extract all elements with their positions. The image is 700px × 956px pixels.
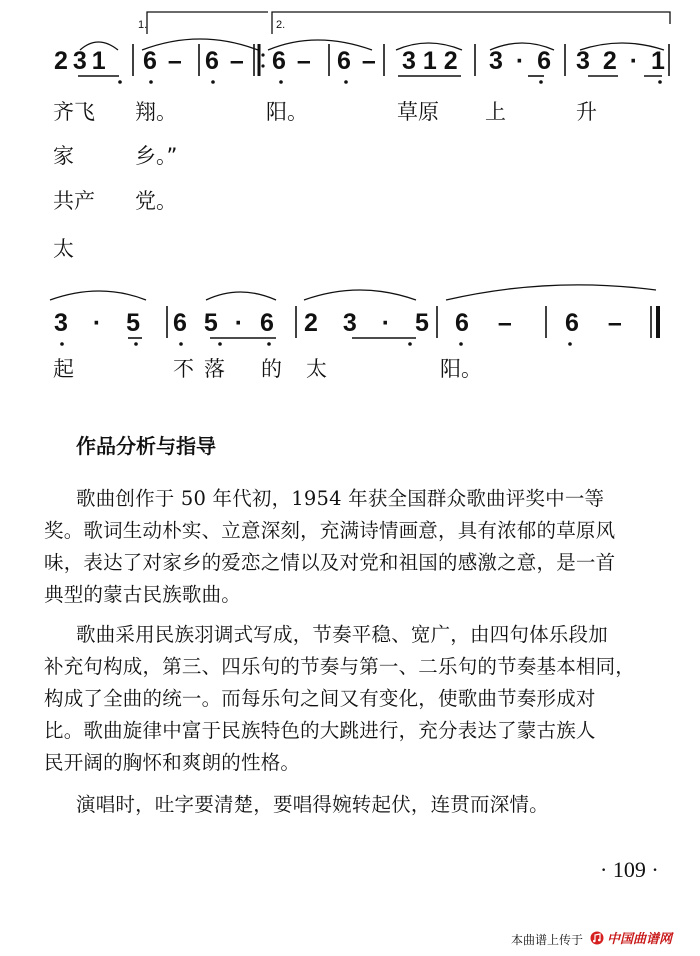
lyric-v4-a: 太 (53, 237, 74, 261)
lyric-v3-a: 共产 (53, 189, 95, 213)
lyric-l2-d: 太 (306, 357, 327, 381)
lyric-l2-e: 阳。 (440, 357, 482, 381)
slur (206, 292, 276, 300)
measure-6: 3 1 2 (402, 47, 458, 75)
music-note-icon (590, 931, 604, 945)
section-heading: 作品分析与指导 (76, 434, 216, 458)
measure-7: 3 · 6 (489, 47, 552, 75)
paragraph-2-line: 补充句构成，第三、四乐句的节奏与第一、二乐句的节奏基本相同， (44, 655, 636, 678)
slur (50, 291, 146, 300)
slur (446, 285, 656, 300)
measure-1: 2 3 1 (54, 47, 106, 75)
lyric-v3-b: 党。 (135, 189, 177, 213)
volta-bracket-1 (147, 12, 268, 34)
paragraph-1-line: 味，表达了对家乡的爱恋之情以及对党和祖国的感激之意，是一首 (44, 551, 616, 574)
lyric-v1-e: 上 (485, 100, 506, 124)
paragraph-1-line: 奖。歌词生动朴实、立意深刻，充满诗情画意，具有浓郁的草原风 (44, 519, 616, 542)
lyric-v1-b: 翔。 (135, 100, 177, 124)
paragraph-1-line: 歌曲创作于 50 年代初，1954 年获全国群众歌曲评奖中一等 (76, 487, 605, 510)
site-logo[interactable] (590, 928, 672, 947)
lyric-v1-d: 草原 (397, 100, 439, 124)
lyric-l2-c: 的 (261, 357, 282, 381)
paragraph-3 (44, 789, 684, 821)
paragraph-2 (44, 619, 684, 779)
lyric-l2-b: 不落 (173, 357, 235, 381)
volta-2-label: 2. (276, 19, 286, 31)
measure-8: 3 2 · 1 (576, 47, 665, 75)
measure-2: 6 – (143, 47, 182, 75)
measure-10: 6 5 · 6 (173, 309, 274, 337)
measure-3: 6 – (205, 47, 244, 75)
volta-bracket-2 (272, 12, 670, 34)
volta-1-label: 1. (138, 19, 148, 31)
paragraph-2-line: 比。歌曲旋律中富于民族特色的大跳进行，充分表达了蒙古族人 (44, 719, 596, 742)
lyric-v2-b: 乡。” (135, 144, 178, 168)
paragraph-2-line: 构成了全曲的统一。而每乐句之间又有变化，使歌曲节奏形成对 (44, 687, 596, 710)
slur (304, 290, 416, 300)
lyric-v1-f: 升 (576, 100, 597, 124)
measure-9: 3 · 5 (54, 309, 141, 337)
page-number: · 109 · (600, 857, 659, 882)
lyric-v1-a: 齐飞 (53, 100, 95, 124)
lyric-v2-a: 家 (53, 144, 74, 168)
site-name: 中国曲谱网 (607, 932, 673, 947)
paragraph-1 (44, 483, 684, 611)
paragraph-1-line: 典型的蒙古民族歌曲。 (44, 583, 242, 606)
measure-11: 2 3 · 5 (304, 309, 429, 337)
paragraph-2-line: 民开阔的胸怀和爽朗的性格。 (44, 751, 301, 774)
measure-5: 6 – (337, 47, 376, 75)
measure-4: 6 – (272, 47, 311, 75)
measure-12: 6 – (455, 309, 512, 337)
paragraph-2-line: 歌曲采用民族羽调式写成，节奏平稳、宽广，由四句体乐段加 (76, 623, 608, 646)
footer-uploaded-text: 本曲谱上传于 (511, 933, 584, 947)
measure-13: 6 – (565, 309, 622, 337)
paragraph-3-line: 演唱时，吐字要清楚，要唱得婉转起伏，连贯而深情。 (76, 793, 549, 816)
lyric-v1-c: 阳。 (266, 100, 308, 124)
lyric-l2-a: 起 (53, 357, 74, 381)
